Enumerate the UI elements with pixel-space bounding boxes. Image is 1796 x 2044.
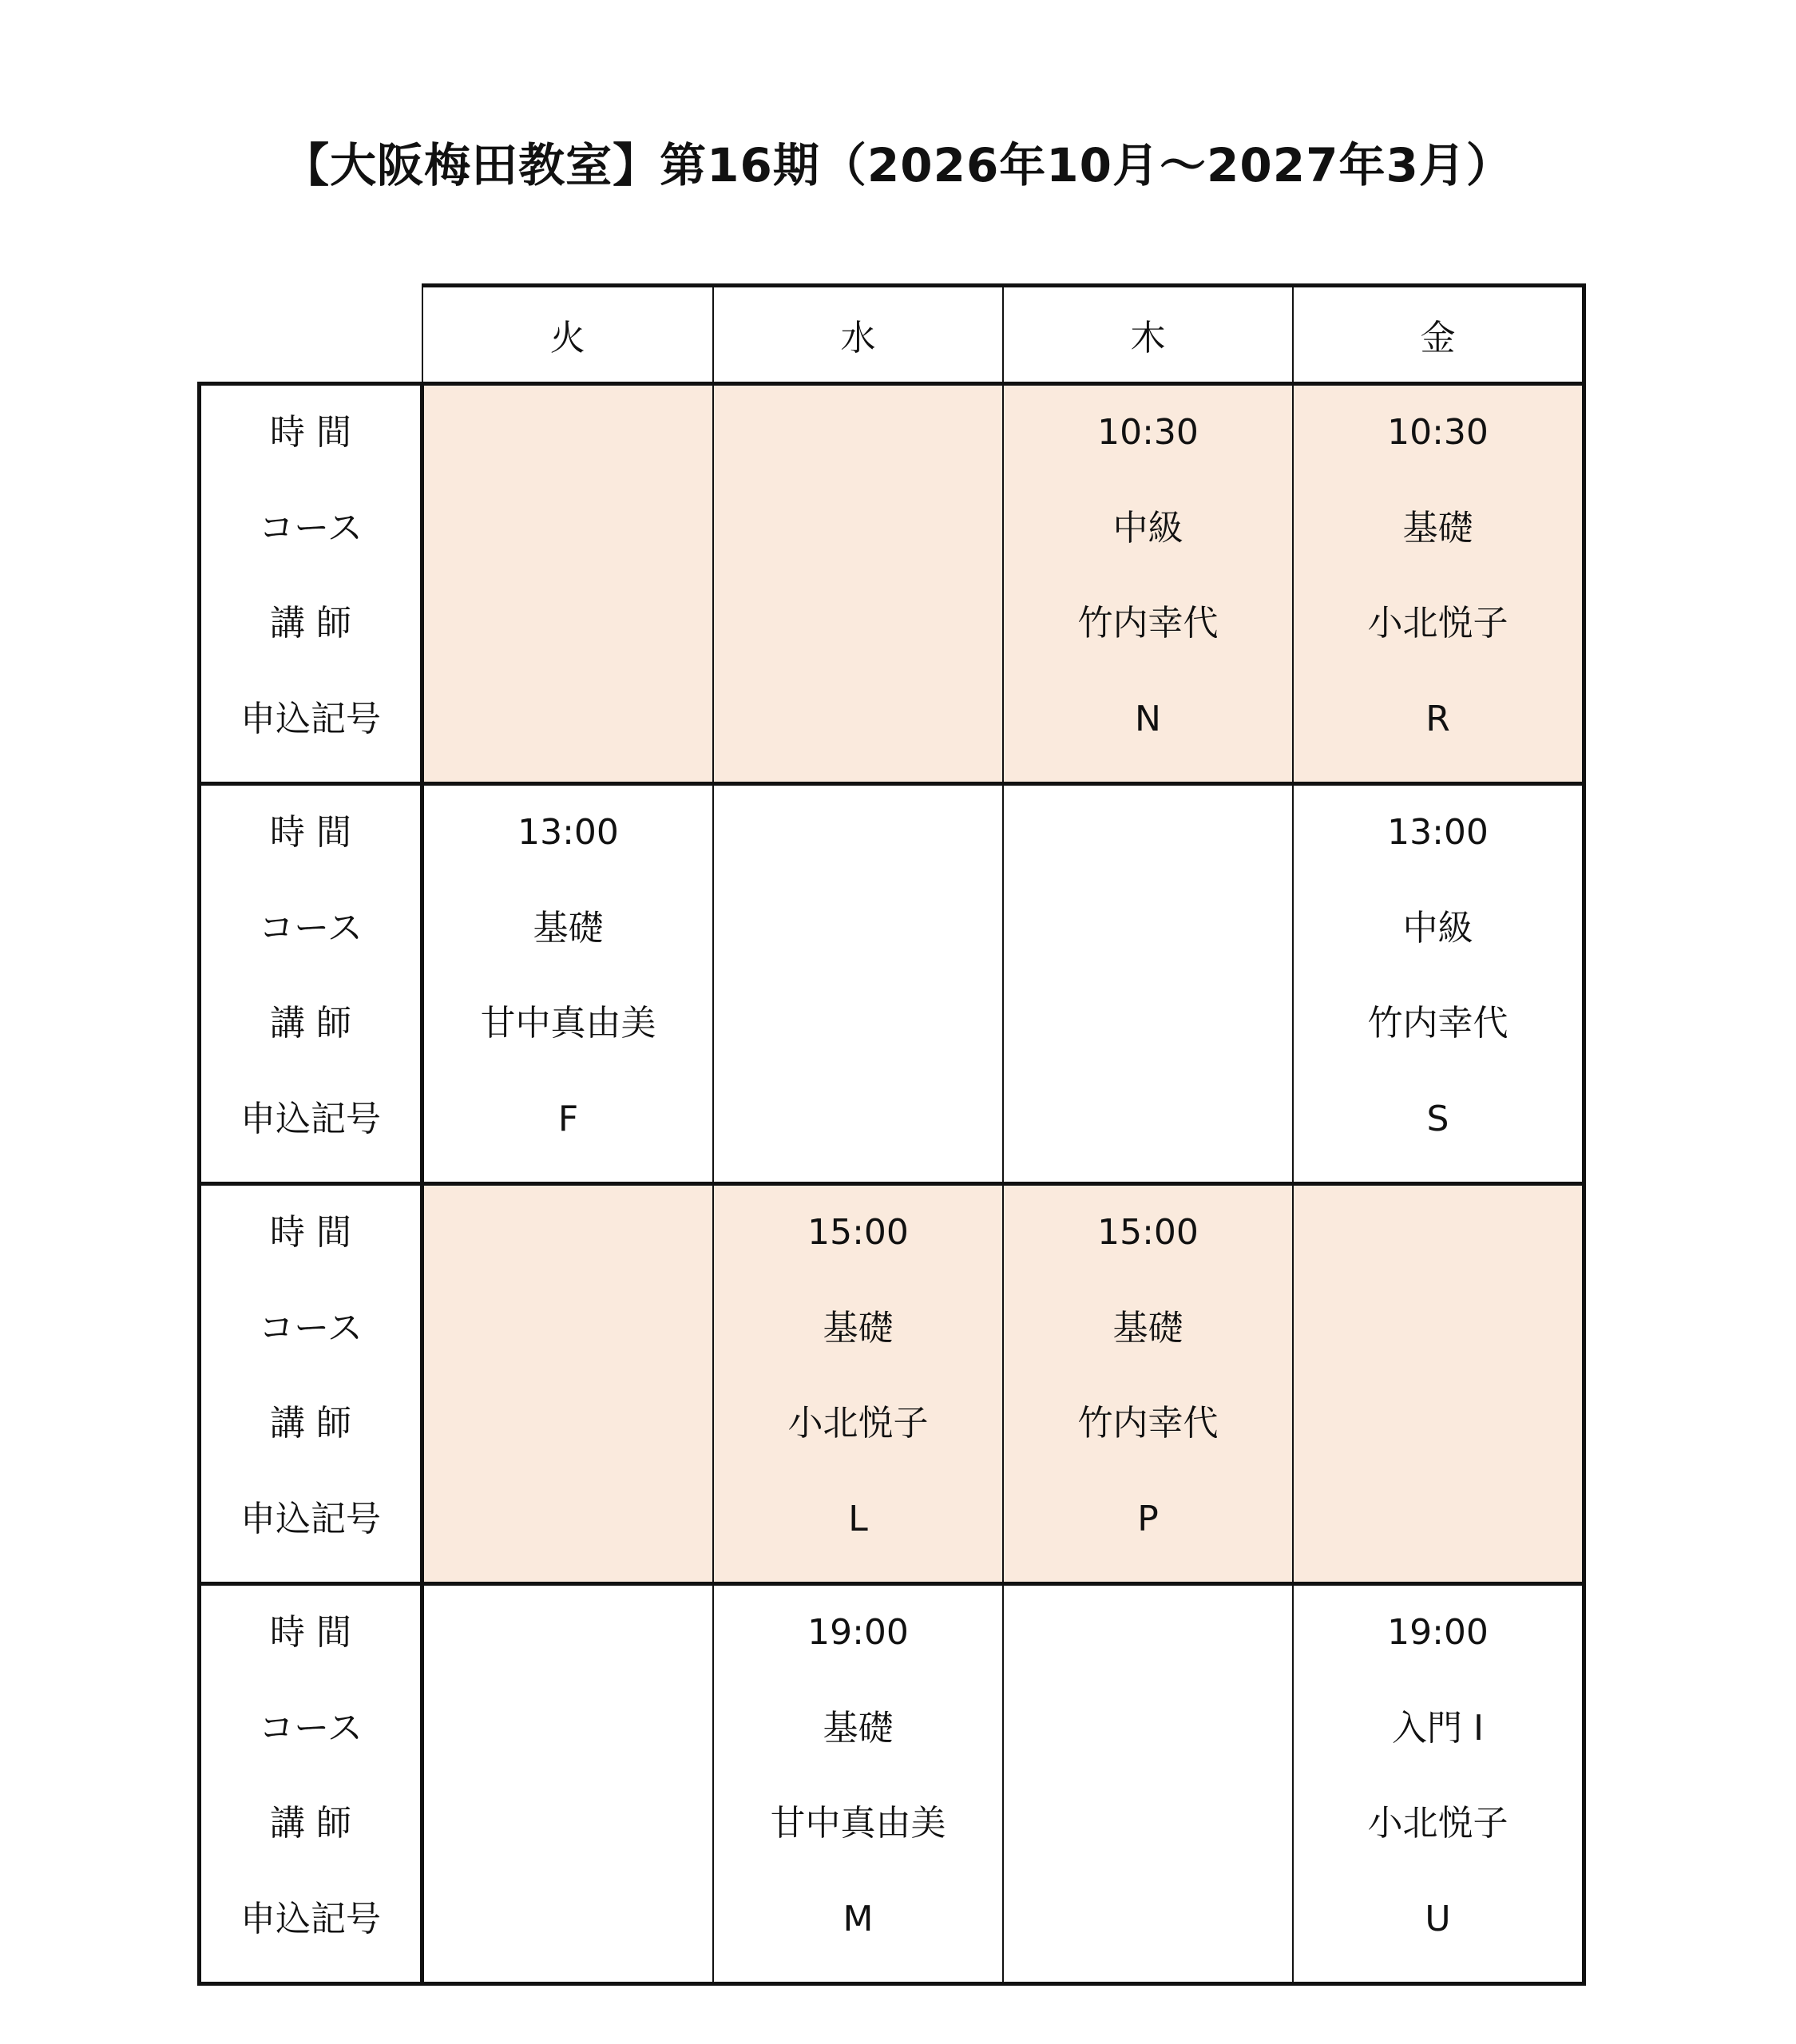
row-label: コース [259, 1707, 363, 1749]
class-slot [713, 1184, 1003, 1584]
day-header-4: 金 [1293, 286, 1584, 384]
row-label: 申込記号 [240, 1498, 381, 1539]
class-slot [1003, 384, 1293, 784]
slot-teacher: 竹内幸代 [1367, 1003, 1509, 1044]
slot-code: U [1425, 1898, 1451, 1939]
row-label: 時 間 [270, 412, 351, 453]
slot-course: 基礎 [823, 1307, 894, 1349]
slot-teacher: 竹内幸代 [1077, 603, 1219, 644]
row-label: コース [259, 907, 363, 949]
slot-time: 15:00 [807, 1212, 909, 1253]
label-lines [201, 386, 420, 782]
slot-time: 10:30 [1097, 412, 1199, 453]
row-label: コース [259, 507, 363, 549]
row-label: 時 間 [270, 812, 351, 853]
class-slot [1293, 784, 1584, 1184]
class-slot [713, 1584, 1003, 1984]
slot-course: 中級 [1112, 507, 1183, 549]
row-label: 申込記号 [240, 1098, 381, 1139]
slot-time: 10:30 [1387, 412, 1489, 453]
row-label: 講 師 [270, 603, 351, 644]
day-header-2: 水 [713, 286, 1003, 384]
day-header-1: 火 [422, 286, 714, 384]
schedule-block-2 [200, 784, 1584, 1184]
empty-slot [713, 784, 1003, 1184]
slot-teacher: 竹内幸代 [1077, 1403, 1219, 1444]
row-label: 講 師 [270, 1003, 351, 1044]
slot-time: 13:00 [1387, 812, 1489, 853]
slot-lines [1294, 1586, 1582, 1982]
schedule-block-4 [200, 1584, 1584, 1984]
row-label: 申込記号 [240, 1898, 381, 1939]
slot-code: N [1135, 698, 1161, 739]
row-label-cell [200, 384, 422, 784]
slot-time: 19:00 [1387, 1612, 1489, 1653]
corner-cell [200, 286, 422, 384]
slot-teacher: 甘中真由美 [480, 1003, 656, 1044]
slot-course: 基礎 [823, 1707, 894, 1749]
slot-course: 基礎 [1112, 1307, 1183, 1349]
slot-teacher: 甘中真由美 [770, 1803, 946, 1844]
label-lines [201, 1586, 420, 1982]
slot-code: L [848, 1498, 868, 1539]
empty-slot [1003, 784, 1293, 1184]
slot-code: R [1425, 698, 1450, 739]
slot-lines [1004, 1186, 1292, 1582]
slot-time: 13:00 [517, 812, 619, 853]
label-lines [201, 786, 420, 1182]
slot-lines [1294, 786, 1582, 1182]
empty-slot [422, 1584, 714, 1984]
empty-slot [1003, 1584, 1293, 1984]
empty-slot [422, 384, 714, 784]
slot-code: S [1426, 1098, 1449, 1139]
day-header-row [200, 286, 1584, 384]
slot-time: 19:00 [807, 1612, 909, 1653]
slot-course: 基礎 [533, 907, 604, 949]
slot-lines [424, 786, 712, 1182]
class-slot [1293, 384, 1584, 784]
slot-course: 入門 I [1392, 1707, 1484, 1749]
row-label: 時 間 [270, 1212, 351, 1253]
class-slot [422, 784, 714, 1184]
row-label-cell [200, 784, 422, 1184]
slot-code: P [1137, 1498, 1159, 1539]
row-label: 講 師 [270, 1803, 351, 1844]
slot-lines [1004, 386, 1292, 782]
row-label: コース [259, 1307, 363, 1349]
row-label-cell [200, 1584, 422, 1984]
slot-code: F [557, 1098, 579, 1139]
slot-lines [1294, 386, 1582, 782]
class-slot [1293, 1584, 1584, 1984]
page-title: 【大阪梅田教室】第16期（2026年10月〜2027年3月） [283, 138, 1513, 192]
slot-course: 基礎 [1402, 507, 1473, 549]
row-label: 申込記号 [240, 698, 381, 739]
slot-time: 15:00 [1097, 1212, 1199, 1253]
slot-lines [714, 1186, 1002, 1582]
label-lines [201, 1186, 420, 1582]
row-label-cell [200, 1184, 422, 1584]
slot-course: 中級 [1402, 907, 1473, 949]
slot-teacher: 小北悦子 [1367, 603, 1509, 644]
schedule-block-1 [200, 384, 1584, 784]
slot-teacher: 小北悦子 [787, 1403, 929, 1444]
empty-slot [422, 1184, 714, 1584]
slot-teacher: 小北悦子 [1367, 1803, 1509, 1844]
empty-slot [713, 384, 1003, 784]
row-label: 講 師 [270, 1403, 351, 1444]
slot-code: M [842, 1898, 874, 1939]
schedule-table [197, 283, 1586, 1986]
slot-lines [714, 1586, 1002, 1982]
class-slot [1003, 1184, 1293, 1584]
empty-slot [1293, 1184, 1584, 1584]
schedule-block-3 [200, 1184, 1584, 1584]
day-header-3: 木 [1003, 286, 1293, 384]
row-label: 時 間 [270, 1612, 351, 1653]
